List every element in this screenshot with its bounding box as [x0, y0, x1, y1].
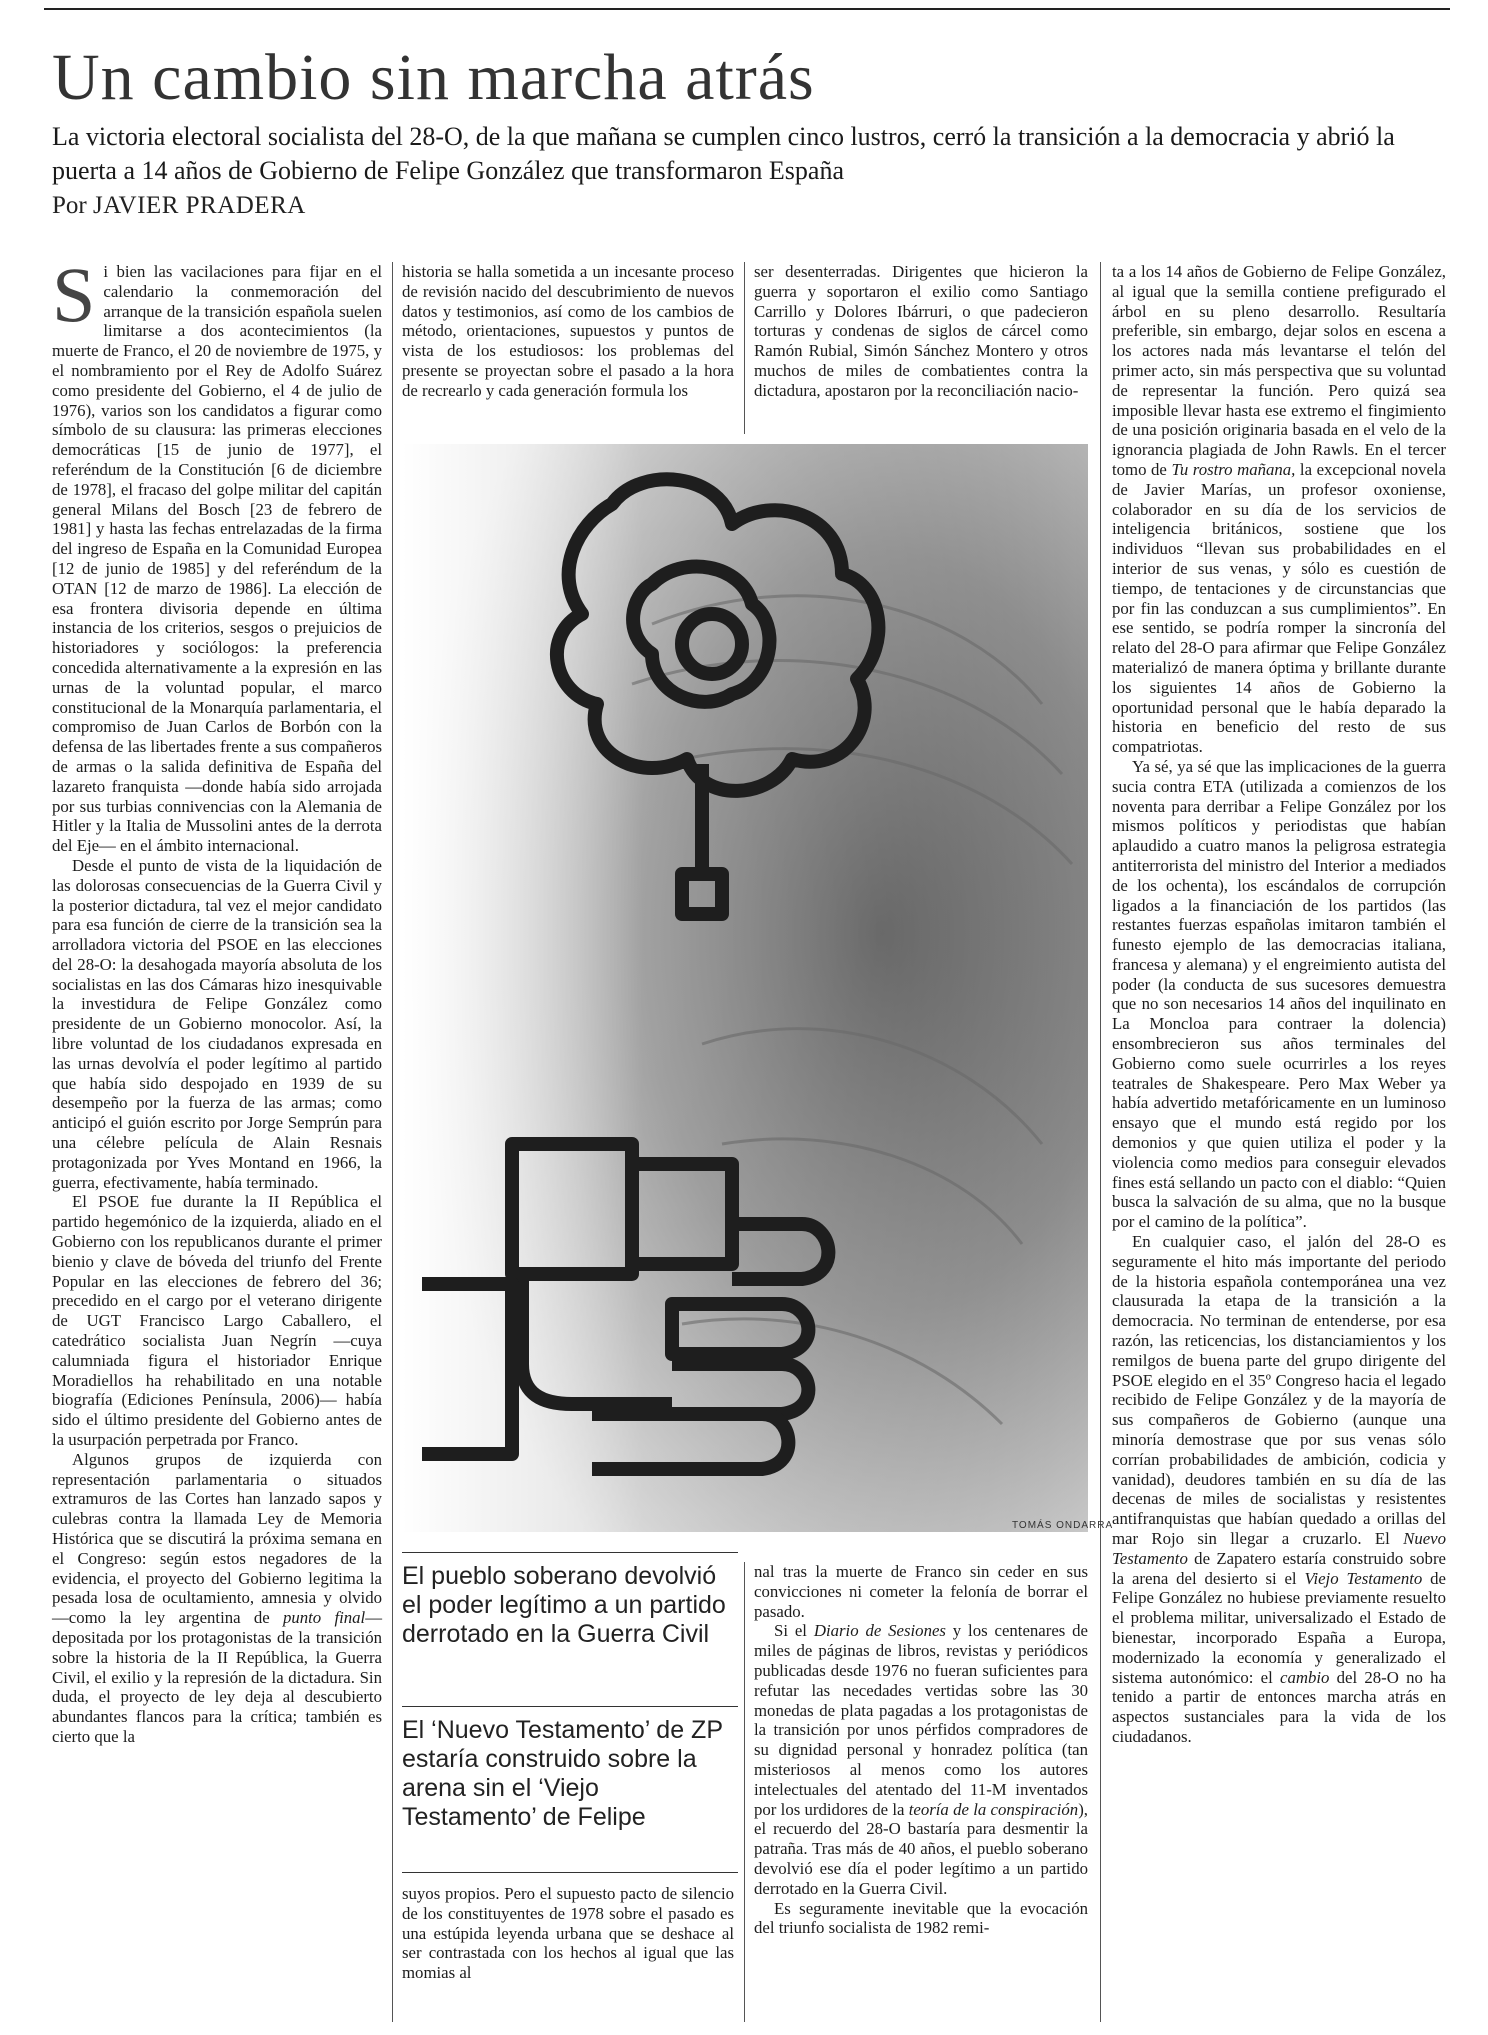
paragraph [754, 1621, 1088, 1898]
column-3-bottom [754, 1562, 1088, 2022]
paragraph: ser desenterradas. Dirigentes que hicieron la guerra y soportaron el exilio como Santiago Carrillo y Dolores Ibárruri, o que padecieron torturas y condenas de siglos de cárcel como Ramón Rubial, Simón Sánchez Montero y otros muchos de miles de combatientes contra la dictadura, apostaron por la reconciliación nacio- [754, 262, 1088, 400]
paragraph [1112, 1232, 1446, 1747]
paragraph: Ya sé, ya sé que las implicaciones de la guerra sucia contra ETA (utilizada a comienzos de los noventa para derribar a Felipe González por los mismos políticos y periodistas que habían aplaudido a cuatro manos la peligrosa estrategia antiterrorista del ministro del Interior a mediados de los ochenta), los escándalos de corrupción ligados a la financiación de los partidos (las restantes fuerzas españolas imitaron también el funesto ejemplo de las democracias italiana, francesa y alemana) y el engreimiento autista del poder (la conducta de sus sucesores demuestra que no son necesarios 14 años del inquilinato en La Moncloa para contraer la dolencia) ensombrecieron sus años terminales del Gobierno como suele ocurrirles a los reyes teatrales de Shakespeare. Pero Max Weber ya había advertido metafóricamente en un luminoso ensayo que el mundo está regido por los demonios y que quien utiliza el poder y la violencia como medios para conseguir elevados fines está sellando un pacto con el diablo: “Quien busca la salvación de su alma, que no la busque por el camino de la política”. [1112, 756, 1446, 1232]
italic-text: Viejo Testamento [1304, 1568, 1423, 1588]
italic-text: punto final [282, 1608, 366, 1628]
paragraph-text: i bien las vacilaciones para fijar en el calendario la conmemoración del arranque de la transición española suelen limitarse a dos acontecimientos (la muerte de Franco, el 20 de noviembre de 1975, y el nombramiento por el Rey de Adolfo Suárez como presidente del Gobierno, el 4 de julio de 1976), varios son los candidatos a figurar como símbolo de su clausura: las primeras elecciones democráticas [15 de junio de 1977], el referéndum de la Constitución [6 de diciembre de 1978], el fracaso del golpe militar del capitán general Milans del Bosch [23 de febrero de 1981] y hasta las fechas entrelazadas de la firma del ingreso de España en la Comunidad Europea [12 de junio de 1985] y del referéndum de la OTAN [12 de marzo de 1986]. La elección de esa frontera divisoria depende en última instancia de los criterios, sesgos o prejuicios de historiadores y sociólogos: la preferencia concedida alternativamente a la expresión en las urnas de la voluntad popular, el marco constitucional de la Monarquía parlamentaria, el compromiso de Juan Carlos de Borbón con la defensa de las libertades frente a sus compañeros de armas o la salida definitiva de España del lazareto franquista —donde había sido arrojada por sus turbias connivencias con la Alemania de Hitler y la Italia de Mussolini antes de la derrota del Eje— en el ámbito internacional. [52, 262, 382, 856]
italic-text: Nuevo Testamento [1112, 1529, 1446, 1568]
column-divider [1100, 262, 1101, 2022]
italic-text: Tu rostro mañana, [1171, 459, 1296, 479]
paragraph [52, 251, 382, 856]
pull-quote: El ‘Nuevo Testamento’ de ZP estaría construido sobre la arena sin el ‘Viejo Testamento’ de Felipe [402, 1716, 723, 1831]
paragraph-text: En cualquier caso, el jalón del 28-O es seguramente el hito más importante del periodo de la historia española contemporánea una vez clausurada la etapa de la transición a la democracia. No terminan de entenderse, por esa razón, las reticencias, los distanciamientos y los remilgos de buena parte del grupo dirigente del PSOE elegido en el 35º Congreso hacia el legado recibido de Felipe González y de la mayoría de sus compañeros de Gobierno (aunque una minoría demostrase que por sus venas sólo corrían probabilidades de ambición, codicia y vanidad), deudores también en su día de las decenas de miles de socialistas y resistentes antifranquistas que habían quedado a orillas del mar Rojo sin llegar a cruzarlo. El [1112, 1232, 1446, 1548]
column-4 [1112, 262, 1446, 2022]
illustration [402, 444, 1088, 1532]
paragraph-text: ), el recuerdo del 28-O bastaría para desmentir la patraña. Tras más de 40 años, el pueblo soberano devolvió ese día el poder legítimo a un partido derrotado en la Guerra Civil. [754, 1799, 1088, 1898]
psoe-rose-fist-illustration [402, 444, 1088, 1532]
paragraph-text: de Felipe González no hubiese previamente resuelto el problema militar, universalizado el Estado de bienestar, incorporado España a Europa, modernizado la economía y generalizado el sistema autonómico: el [1112, 1568, 1446, 1687]
paragraph: Desde el punto de vista de la liquidación de las dolorosas consecuencias de la Guerra Civil y la posterior dictadura, tal vez el mejor candidato para esa función de cierre de la transición sea la arrolladora victoria del PSOE en las elecciones del 28-O: la desahogada mayoría absoluta de los socialistas en las dos Cámaras hizo inesquivable la investidura de Felipe González como presidente de un Gobierno monocolor. Así, la libre voluntad de los ciudadanos expresada en las urnas devolvía el poder legítimo al partido que había sido despojado en 1939 de su desempeño por la fuerza de las armas; como anticipó el guión escrito por Jorge Semprún para una célebre película de Alain Resnais protagonizada por Yves Montand en 1966, la guerra, efectivamente, había terminado. [52, 855, 382, 1192]
pull-quote-rule [402, 1872, 738, 1873]
deck: La victoria electoral socialista del 28-O, de la que mañana se cumplen cinco lustros, cerró la transición a la democracia y abrió la puerta a 14 años de Gobierno de Felipe González que transformaron España [52, 122, 1395, 185]
paragraph-text: Si el [774, 1621, 814, 1641]
column-3-top [754, 262, 1088, 434]
paragraph: suyos propios. Pero el supuesto pacto de silencio de los constituyentes de 1978 sobre el pasado es una estúpida leyenda urbana que se deshace al ser contrastada con los hechos al igual que las momias al [402, 1884, 734, 1983]
byline-prefix: Por [52, 192, 87, 219]
column-1 [52, 251, 382, 2022]
paragraph: El PSOE fue durante la II República el partido hegemónico de la izquierda, aliado en el Gobierno con los republicanos durante el primer bienio y clave de bóveda del triunfo del Frente Popular en las elecciones de febrero del 36; precedido en el cargo por el veterano dirigente de UGT Francisco Largo Caballero, el catedrático socialista Juan Negrín —cuya calumniada figura el historiador Enrique Moradiellos ha rehabilitado en una notable biografía (Ediciones Península, 2006)— había sido el último presidente del Gobierno antes de la usurpación perpetrada por Franco. [52, 1192, 382, 1450]
pull-quote: El pueblo soberano devolvió el poder legítimo a un partido derrotado en la Guerra Civil [402, 1562, 726, 1648]
column-2-bottom [402, 1884, 734, 2024]
pull-quote-rule [402, 1706, 738, 1707]
column-divider [744, 262, 745, 434]
paragraph [1112, 262, 1446, 757]
paragraph-text: del 28-O no ha tenido a partir de entonces marcha atrás en aspectos sustanciales para la vida de los ciudadanos. [1112, 1667, 1446, 1746]
drop-cap: S [52, 251, 96, 338]
paragraph-text: ta a los 14 años de Gobierno de Felipe González, al igual que la semilla contiene prefigurado el árbol en su pleno desarrollo. Resultaría preferible, sin embargo, dejar solos en escena a los actores nada más levantarse el telón del primer acto, sin más perspectiva que su voluntad de representar la función. Pero quizá sea imposible llevar hasta ese extremo el fingimiento de una posición originaria basada en el velo de la ignorancia plagiada de John Rawls. En el tercer tomo de [1112, 262, 1446, 479]
byline [52, 192, 306, 220]
column-divider [744, 1562, 745, 2022]
paragraph: nal tras la muerte de Franco sin ceder en sus convicciones ni cometer la felonía de borrar el pasado. [754, 1562, 1088, 1621]
column-2-top [402, 262, 734, 434]
top-rule [44, 8, 1450, 10]
paragraph [52, 1450, 382, 1747]
photo-credit: TOMÁS ONDARRA [1012, 1520, 1114, 1531]
paragraph-text: Algunos grupos de izquierda con representación parlamentaria o situados extramuros de las Cortes han lanzado sapos y culebras contra la llamada Ley de Memoria Histórica que se discutirá la próxima semana en el Congreso: según estos negadores de la evidencia, el proyecto del Gobierno legitima la pesada losa de ocultamiento, amnesia y olvido —como la ley argentina de [52, 1449, 382, 1628]
byline-author: JAVIER PRADERA [92, 192, 306, 219]
italic-text: cambio [1280, 1667, 1330, 1687]
paragraph: historia se halla sometida a un incesante proceso de revisión nacido del descubrimiento de nuevos datos y testimonios, así como de los cambios de método, orientaciones, supuestos y puntos de vista de los estudiosos: los problemas del presente se proyectan sobre el pasado a la hora de recrearlo y cada generación formula los [402, 262, 734, 400]
headline: Un cambio sin marcha atrás [52, 41, 815, 114]
italic-text: teoría de la conspiración [908, 1799, 1079, 1819]
paragraph-text: y los centenares de miles de páginas de libros, revistas y periódicos publicadas desde 1976 no fueran suficientes para refutar las necedades vertidas sobre las 30 monedas de plata pagadas a los protagonistas de la transición por unos pérfidos compradores de su dignidad personal y honradez política (tan misteriosos al menos como los autores intelectuales del atentado del 11-M inventados por los urdidores de la [754, 1621, 1088, 1819]
paragraph-text: — depositada por los protagonistas de la transición sobre la historia de la II República, la Guerra Civil, el exilio y la represión de la dictadura. Sin duda, el proyecto de ley deja al descubierto abundantes flancos para la crítica; también es cierto que la [52, 1608, 382, 1746]
pull-quote-rule [402, 1552, 738, 1553]
column-divider [392, 262, 393, 2022]
paragraph: Es seguramente inevitable que la evocación del triunfo socialista de 1982 remi- [754, 1898, 1088, 1938]
italic-text: Diario de Sesiones [813, 1621, 946, 1641]
paragraph-text: de Zapatero estaría construido sobre la arena del desierto si el [1112, 1548, 1446, 1588]
paragraph-text: la excepcional novela de Javier Marías, un profesor oxoniense, colaborador en su día de los servicios de inteligencia británicos, sostiene que los individuos “llevan sus probabilidades en el interior de sus venas, y sólo es cuestión de tiempo, de tentaciones y de circunstancias que por fin las conduzcan a sus cumplimientos”. En ese sentido, se podría romper la sincronía del relato del 28-O para afirmar que Felipe González materializó de manera óptima y brillante durante los siguientes 14 años de Gobierno la oportunidad personal que le había deparado la historia en beneficio del resto de sus compatriotas. [1112, 459, 1446, 757]
